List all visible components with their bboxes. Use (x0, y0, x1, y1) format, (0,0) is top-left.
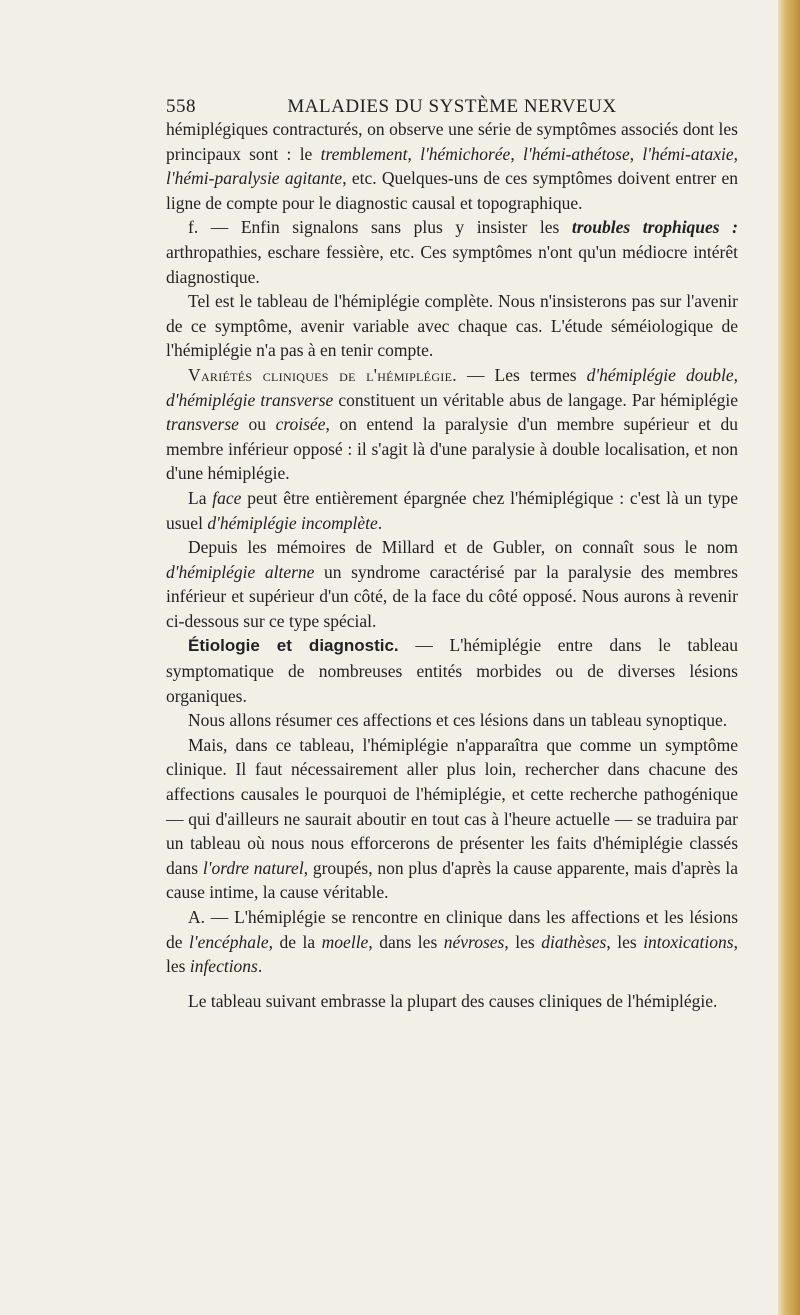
paragraph: Depuis les mémoires de Millard et de Gubler, on connaît sous le nom d'hémiplégie alterne un syndrome caractérisé par la paralysie des membres inférieur et supérieur d'un côté, de la face du côté opposé. Nous aurons à revenir ci-dessous sur ce type spécial. (166, 537, 738, 631)
paragraph: La face peut être entièrement épargnée chez l'hémiplégique : c'est là un type usuel d'hémiplégie incomplète. (166, 487, 738, 533)
paragraph: Mais, dans ce tableau, l'hémiplégie n'apparaîtra que comme un symptôme clinique. Il faut nécessairement aller plus loin, rechercher dans chacune des affections causales le pourquoi de l'hémiplégie, et cette recherche pathogénique — qui d'ailleurs ne saurait aboutir en tout cas à l'heure actuelle — se traduira par un tableau où nous nous efforcerons de présenter les faits d'hémiplégie classés dans l'ordre naturel, groupés, non plus d'après la cause apparente, mais d'après la cause intime, la cause véritable. (166, 734, 739, 903)
paragraph: f. — Enfin signalons sans plus y insister les troubles trophiques : arthropathies, eschare fessière, etc. Ces symptômes n'ont qu'un médiocre intérêt diagnostique. (166, 217, 739, 287)
paragraph: Nous allons résumer ces affections et ces lésions dans un tableau synoptique. (188, 710, 728, 731)
paragraph: A. — L'hémiplégie se rencontre en clinique dans les affections et les lésions de l'encéphale, de la moelle, dans les névroses, les diathèses, les intoxications, les infections. (166, 907, 738, 977)
paragraph: Tel est le tableau de l'hémiplégie complète. Nous n'insisterons pas sur l'avenir de ce symptôme, avenir variable avec chaque cas. L'étude séméiologique de l'hémiplégie n'a pas à en tenir compte. (166, 291, 738, 361)
section-etiologie: Étiologie et diagnostic. — L'hémiplégie entre dans le tableau symptomatique de nombreuses entités morbides ou de diverses lésions organiques. (166, 635, 738, 706)
section-heading: Variétés cliniques de l'hémiplégie. (188, 364, 457, 385)
spacer (166, 979, 738, 989)
paragraph: Le tableau suivant embrasse la plupart des causes cliniques de l'hémiplégie. (188, 990, 718, 1011)
paragraph: hémiplégiques contracturés, on observe une série de symptômes associés dont les principaux sont : le tremblement, l'hémichorée, l'hémi-athétose, l'hémi-ataxie, l'hémi-paralysie agitante, etc. Quelques-uns de ces symptômes doivent entrer en ligne de compte pour le diagnostic causal et topographique. (166, 119, 739, 213)
section-varietes: Variétés cliniques de l'hémiplégie. — Les termes d'hémiplégie double, d'hémiplégie transverse constituent un véritable abus de langage. Par hémiplégie transverse ou croisée, on entend la paralysie d'un membre supérieur et du membre inférieur opposé : il s'agit là d'une paralysie à double localisation, et non d'une hémiplégie. (166, 364, 739, 484)
page-edge (778, 0, 800, 1315)
body-text (166, 117, 738, 1013)
running-title: MALADIES DU SYSTÈME NERVEUX (287, 96, 617, 117)
page-number: 558 (166, 96, 196, 117)
section-heading: Étiologie et diagnostic. (188, 636, 399, 656)
